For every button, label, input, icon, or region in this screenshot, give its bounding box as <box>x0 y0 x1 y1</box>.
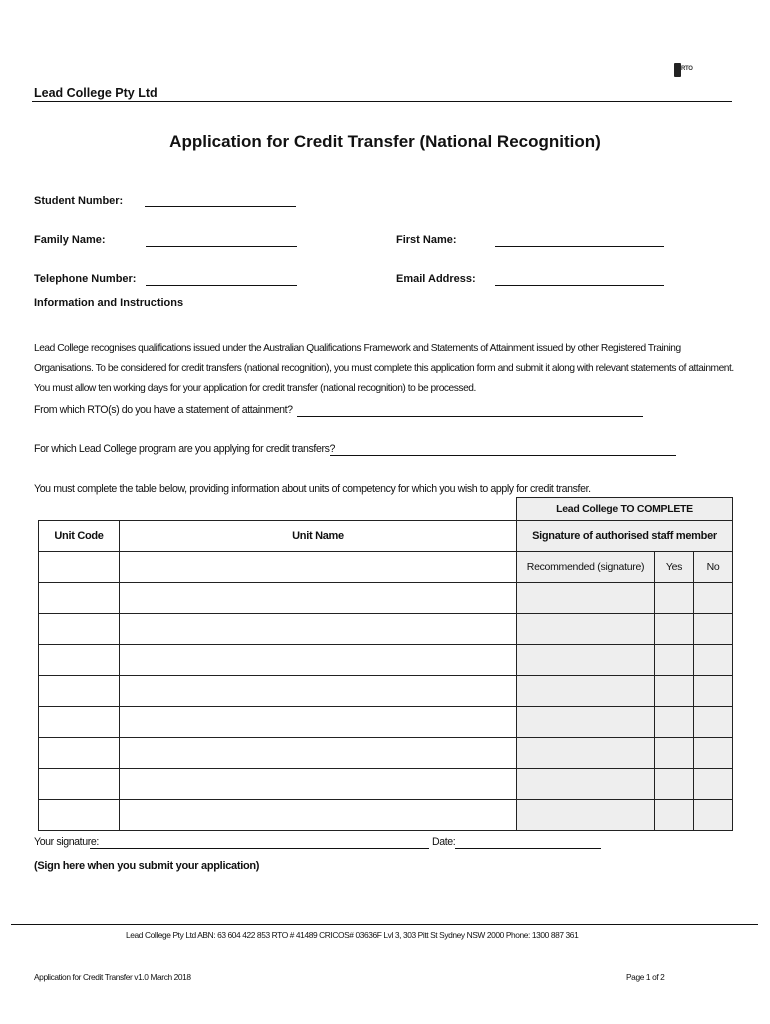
unit-name-cell[interactable] <box>120 800 517 831</box>
table-row <box>39 614 733 645</box>
staff-complete-header: Lead College TO COMPLETE <box>516 497 733 520</box>
no-cell[interactable] <box>694 769 733 800</box>
rto-logo <box>674 63 700 77</box>
recommended-cell[interactable] <box>517 583 655 614</box>
unit-code-cell[interactable] <box>39 614 120 645</box>
unit-code-header: Unit Code <box>39 521 120 552</box>
unit-code-cell[interactable] <box>39 800 120 831</box>
recommended-cell[interactable] <box>517 614 655 645</box>
telephone-label: Telephone Number: <box>34 273 137 285</box>
recommended-cell[interactable] <box>517 707 655 738</box>
table-row <box>39 583 733 614</box>
no-cell[interactable] <box>694 583 733 614</box>
header-rule <box>32 101 732 102</box>
yes-cell[interactable] <box>655 800 694 831</box>
logo-mark-icon <box>674 63 681 77</box>
yes-header: Yes <box>655 552 694 583</box>
no-cell[interactable] <box>694 614 733 645</box>
unit-name-cell[interactable] <box>120 738 517 769</box>
yes-cell[interactable] <box>655 614 694 645</box>
no-cell[interactable] <box>694 645 733 676</box>
units-table <box>38 520 733 831</box>
yes-cell[interactable] <box>655 583 694 614</box>
email-label: Email Address: <box>396 273 476 285</box>
unit-code-cell[interactable] <box>39 707 120 738</box>
table-row <box>39 738 733 769</box>
unit-name-cell[interactable] <box>120 676 517 707</box>
first-name-label: First Name: <box>396 234 457 246</box>
table-row <box>39 707 733 738</box>
signature-note: (Sign here when you submit your application) <box>34 860 260 872</box>
student-number-label: Student Number: <box>34 195 124 207</box>
recommended-cell[interactable] <box>517 738 655 769</box>
email-field[interactable] <box>495 285 664 286</box>
rto-question: From which RTO(s) do you have a statement of attainment? <box>34 404 293 416</box>
staff-signature-header: Signature of authorised staff member <box>517 521 733 552</box>
instructions-paragraph: Lead College recognises qualifications issued under the Australian Qualifications Framework and Statements of Attainment issued by other Registered Training Organisations. To be considered for credit transfers (national recognition), you must complete this application form and submit it along with relevant statements of attainment. You must allow ten working days for your application for credit transfer (national recognition) to be processed. <box>34 343 734 394</box>
unit-code-cell[interactable] <box>39 583 120 614</box>
unit-code-cell[interactable] <box>39 645 120 676</box>
yes-cell[interactable] <box>655 738 694 769</box>
date-field[interactable] <box>455 848 601 849</box>
yes-cell[interactable] <box>655 645 694 676</box>
rto-answer-field[interactable] <box>297 416 643 417</box>
unit-code-cell[interactable] <box>39 769 120 800</box>
unit-name-cell[interactable] <box>120 707 517 738</box>
table-row <box>39 800 733 831</box>
unit-name-cell[interactable] <box>120 552 517 583</box>
table-row <box>39 645 733 676</box>
table-row <box>39 676 733 707</box>
recommended-cell[interactable] <box>517 800 655 831</box>
date-label: Date: <box>432 836 456 848</box>
no-header: No <box>694 552 733 583</box>
unit-name-cell[interactable] <box>120 614 517 645</box>
logo-text: RTO <box>681 66 693 72</box>
table-row <box>39 552 733 583</box>
document-version: Application for Credit Transfer v1.0 March 2018 <box>34 972 191 982</box>
family-name-field[interactable] <box>146 246 297 247</box>
company-name: Lead College Pty Ltd <box>34 86 158 100</box>
no-cell[interactable] <box>694 800 733 831</box>
recommended-header: Recommended (signature) <box>517 552 655 583</box>
page-title: Application for Credit Transfer (National Recognition) <box>169 132 601 151</box>
student-number-field[interactable] <box>145 206 296 207</box>
no-cell[interactable] <box>694 676 733 707</box>
family-name-label: Family Name: <box>34 234 106 246</box>
recommended-cell[interactable] <box>517 769 655 800</box>
program-question: For which Lead College program are you applying for credit transfers? <box>34 443 335 455</box>
recommended-cell[interactable] <box>517 676 655 707</box>
no-cell[interactable] <box>694 707 733 738</box>
first-name-field[interactable] <box>495 246 664 247</box>
yes-cell[interactable] <box>655 707 694 738</box>
footer-address: Lead College Pty Ltd ABN: 63 604 422 853 RTO # 41489 CRICOS# 03636F Lvl 3, 303 Pitt St Sydney NSW 2000 Phone: 1300 887 361 <box>126 930 579 940</box>
unit-code-cell[interactable] <box>39 552 120 583</box>
no-cell[interactable] <box>694 738 733 769</box>
table-intro: You must complete the table below, providing information about units of competency for which you wish to apply for credit transfer. <box>34 483 591 495</box>
table-row <box>39 769 733 800</box>
unit-name-cell[interactable] <box>120 769 517 800</box>
yes-cell[interactable] <box>655 769 694 800</box>
page-number: Page 1 of 2 <box>626 972 665 982</box>
program-answer-field[interactable] <box>330 455 676 456</box>
recommended-cell[interactable] <box>517 645 655 676</box>
table-header-row <box>39 521 733 552</box>
telephone-field[interactable] <box>146 285 297 286</box>
signature-field[interactable] <box>90 848 429 849</box>
unit-name-cell[interactable] <box>120 645 517 676</box>
unit-code-cell[interactable] <box>39 738 120 769</box>
instructions-heading: Information and Instructions <box>34 297 184 309</box>
yes-cell[interactable] <box>655 676 694 707</box>
unit-name-header: Unit Name <box>120 521 517 552</box>
footer-rule <box>11 924 758 925</box>
unit-name-cell[interactable] <box>120 583 517 614</box>
your-signature-label: Your signature: <box>34 836 99 848</box>
unit-code-cell[interactable] <box>39 676 120 707</box>
